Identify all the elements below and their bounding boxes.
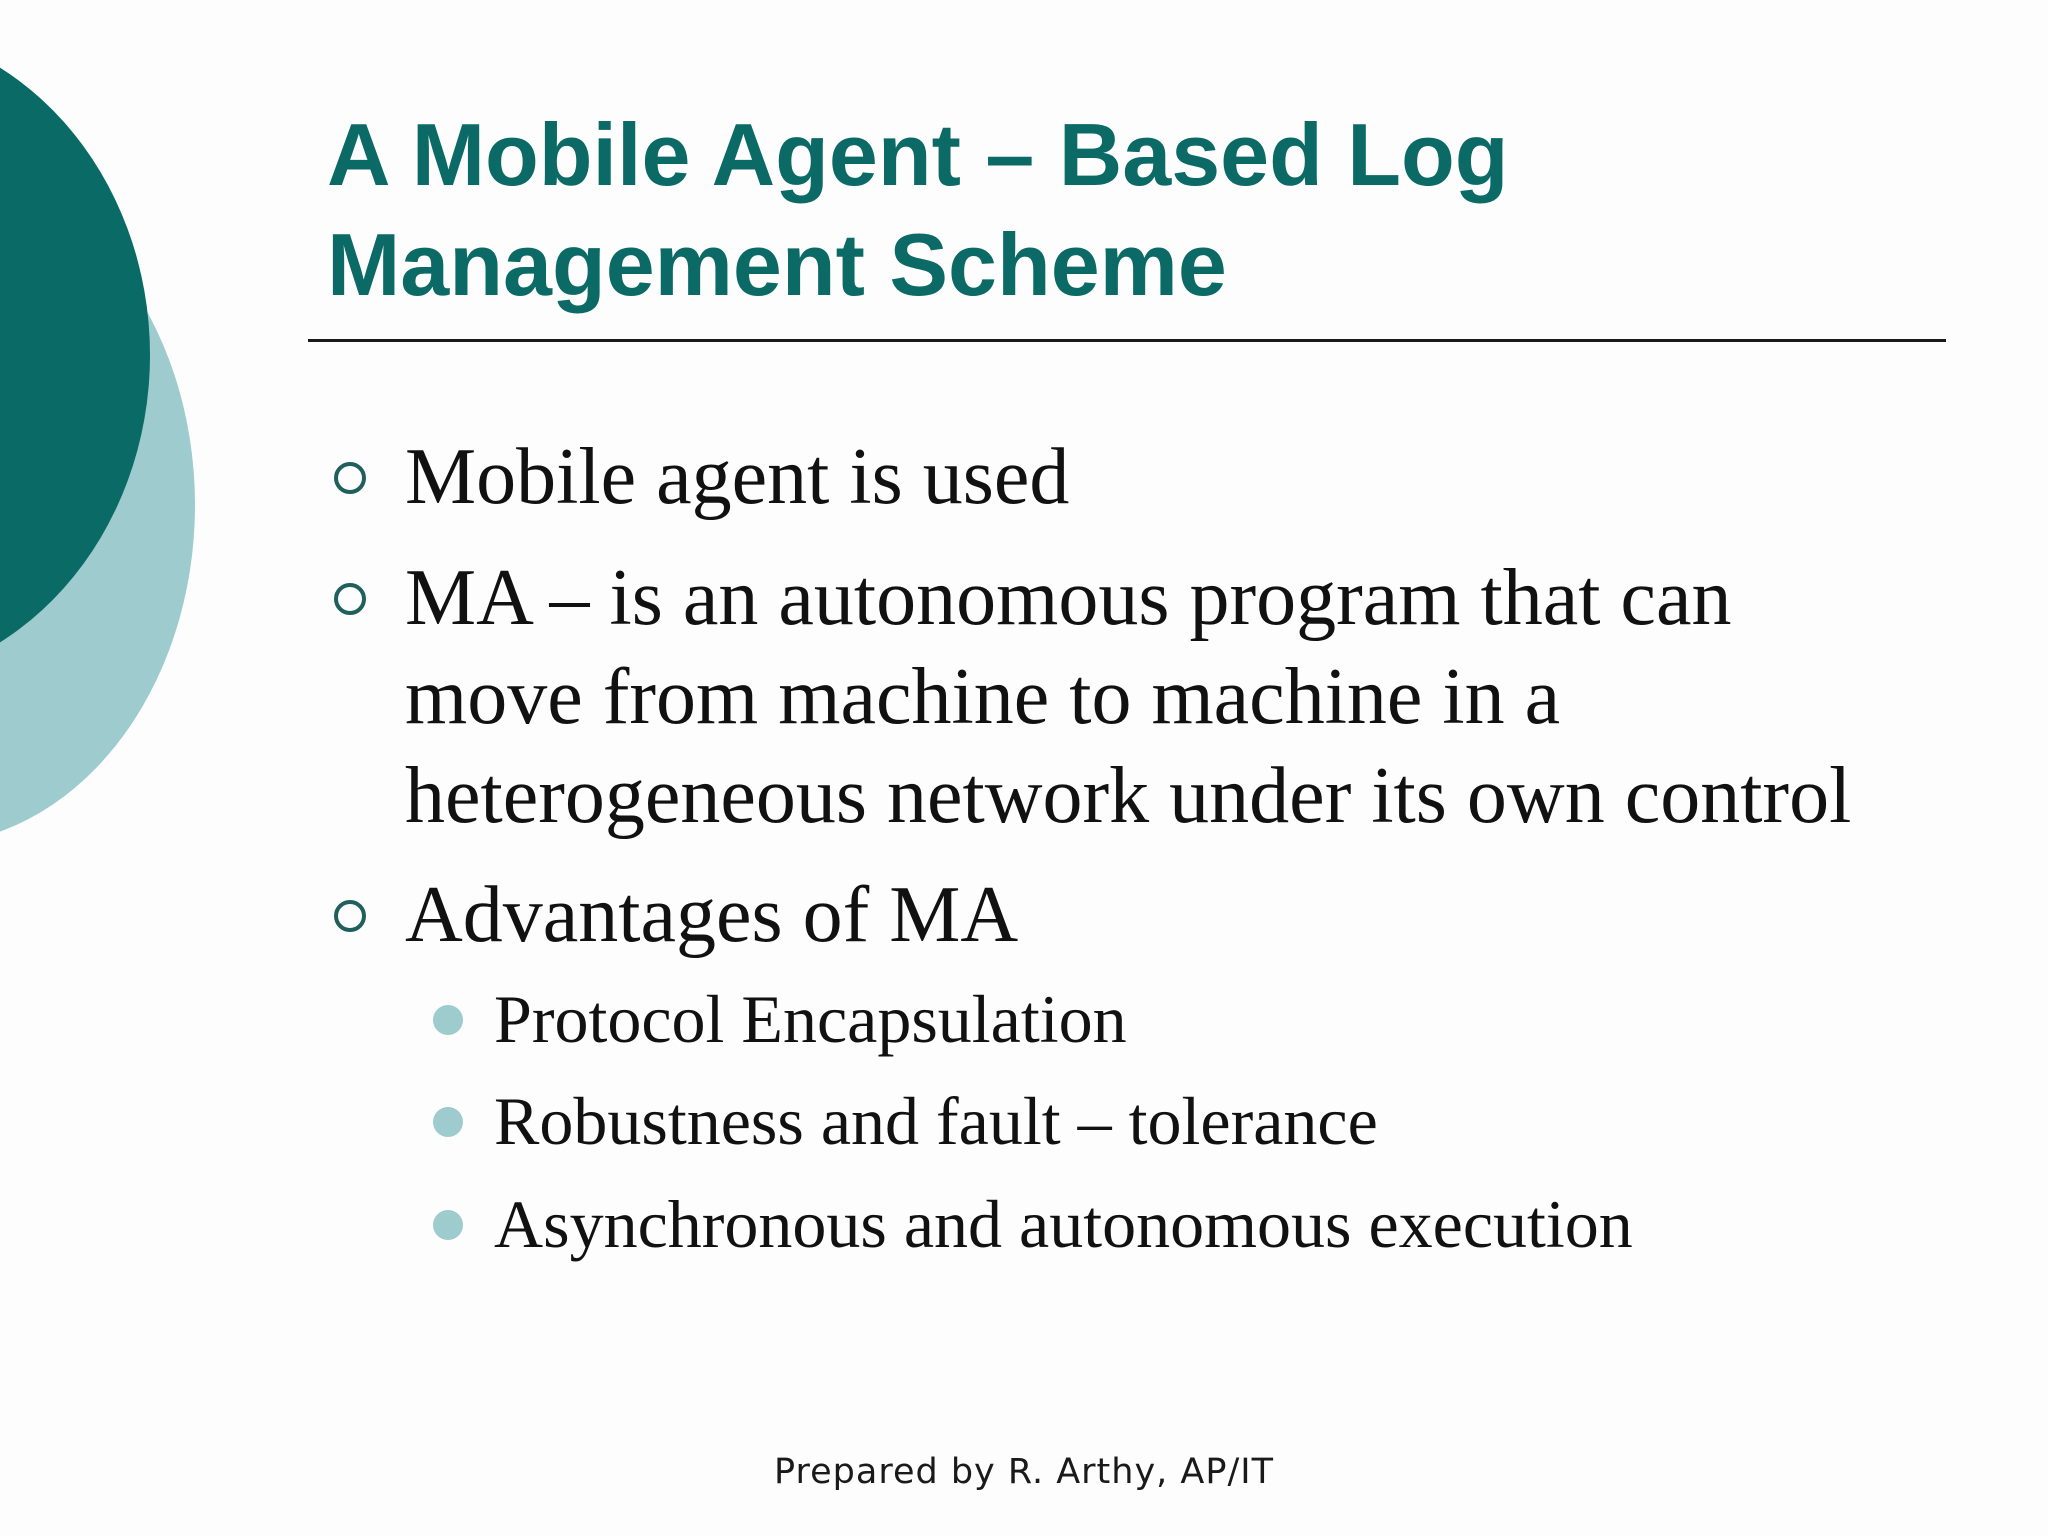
bullet-text: MA – is an autonomous program that can: [405, 554, 1732, 642]
sub-bullet-item: Asynchronous and autonomous execution: [494, 1186, 1633, 1262]
filled-dot-icon: [433, 1005, 463, 1035]
slide-footer: Prepared by R. Arthy, AP/IT: [774, 1452, 1274, 1492]
bullet-text: heterogeneous network under its own control: [405, 752, 1852, 840]
slide-title-line-2: Management Scheme: [327, 215, 1227, 314]
slide-title-line-1: A Mobile Agent – Based Log: [327, 105, 1509, 204]
bullet-text: Mobile agent is used: [405, 433, 1070, 521]
bullet-text: move from machine to machine in a: [405, 653, 1561, 741]
hollow-ring-icon: [334, 583, 366, 615]
bullet-text: Advantages of MA: [405, 871, 1019, 959]
bullet-item: [405, 549, 1851, 846]
sub-bullet-item: Protocol Encapsulation: [494, 981, 1127, 1057]
hollow-ring-icon: [334, 900, 366, 932]
bullet-item: [405, 866, 1018, 965]
filled-dot-icon: [433, 1210, 463, 1240]
hollow-ring-icon: [334, 462, 366, 494]
sub-bullet-item: Robustness and fault – tolerance: [494, 1083, 1378, 1159]
bullet-item: [405, 428, 1069, 527]
filled-dot-icon: [433, 1107, 463, 1137]
